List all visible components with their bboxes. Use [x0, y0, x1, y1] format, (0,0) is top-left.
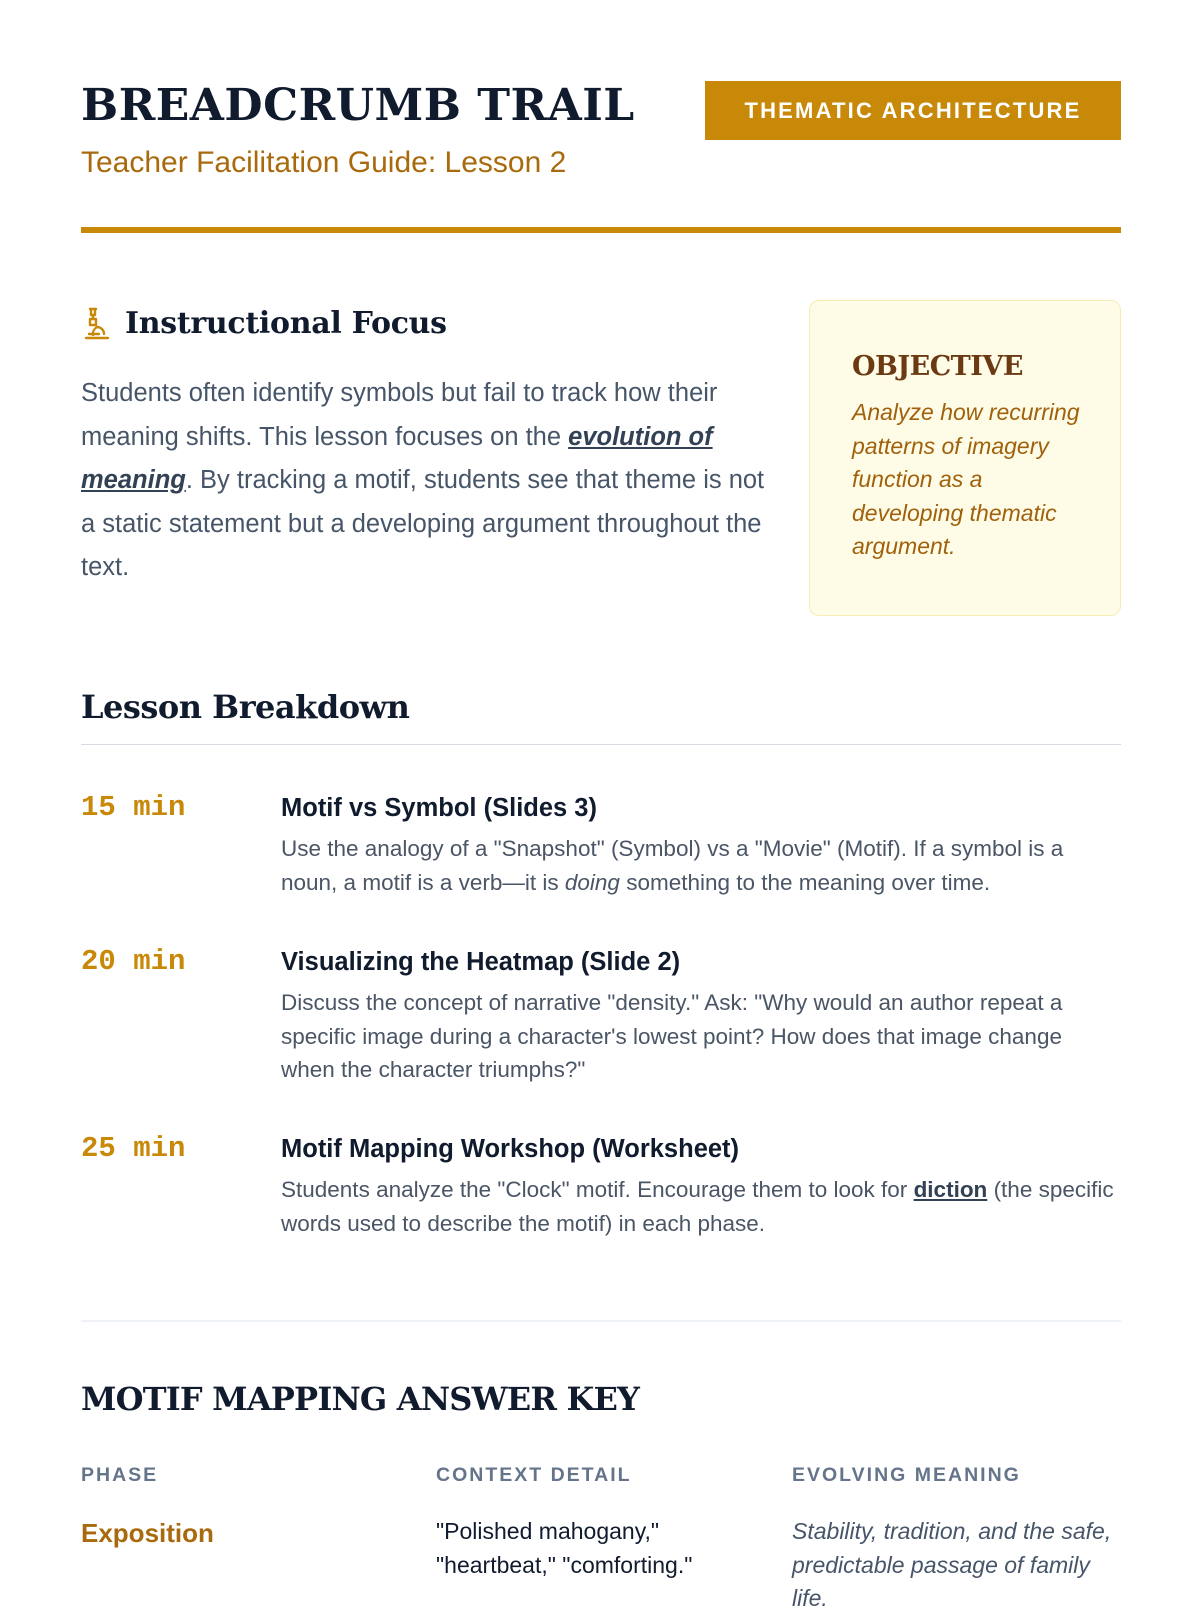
breakdown-item-desc: Discuss the concept of narrative "density." Ask: "Why would an author repeat a specific image during a character's lowest point? How does that image change when the character triumphs?" [281, 990, 1063, 1082]
breakdown-item-title: Motif Mapping Workshop (Worksheet) [281, 1135, 740, 1163]
category-badge: THEMATIC ARCHITECTURE [705, 81, 1121, 140]
focus-emphasis: evolution of meaning [81, 422, 713, 494]
microscope-icon [81, 305, 113, 341]
breakdown-divider [81, 744, 1121, 745]
desc-part-2: (the specific words used to describe the motif) in each phase. [281, 1177, 1114, 1236]
page-subtitle: Teacher Facilitation Guide: Lesson 2 [81, 146, 567, 179]
desc-emphasis: doing [564, 869, 620, 895]
header-divider [81, 227, 1121, 233]
focus-text-part-1: Students often identify symbols but fail to track how their meaning shifts. This lesson focuses on the [81, 379, 718, 451]
desc-underlined-term: diction [913, 1177, 988, 1202]
breakdown-item-desc [281, 1173, 1121, 1240]
objective-card [809, 300, 1121, 616]
section-divider [81, 1320, 1121, 1322]
instructional-focus-text [81, 372, 771, 590]
breakdown-time: 20 min [81, 945, 186, 978]
answer-key-title: MOTIF MAPPING ANSWER KEY [81, 1380, 640, 1418]
objective-text: Analyze how recurring patterns of imagery function as a developing thematic argument. [852, 399, 1080, 559]
breakdown-time: 25 min [81, 1132, 186, 1165]
table-cell-phase: Exposition [81, 1518, 214, 1548]
table-cell-context: "Polished mahogany," "heartbeat," "comforting." [436, 1518, 693, 1578]
instructional-focus-heading [81, 305, 447, 341]
desc-part-2: something to the meaning over time. [619, 869, 991, 895]
column-header-meaning: EVOLVING MEANING [792, 1464, 1021, 1486]
desc-part-1: Students analyze the "Clock" motif. Encourage them to look for [281, 1177, 914, 1202]
breakdown-item-title: Motif vs Symbol (Slides 3) [281, 794, 597, 822]
focus-text-part-2: . By tracking a motif, students see that theme is not a static statement but a developing argument throughout the text. [81, 466, 765, 581]
breakdown-item-title: Visualizing the Heatmap (Slide 2) [281, 948, 681, 976]
lesson-breakdown-title: Lesson Breakdown [81, 688, 410, 726]
objective-title: OBJECTIVE [852, 351, 1023, 382]
page-title: BREADCRUMB TRAIL [81, 80, 635, 131]
breakdown-item-desc [281, 832, 1121, 899]
table-cell-meaning: Stability, tradition, and the safe, predictable passage of family life. [792, 1518, 1112, 1611]
column-header-phase: PHASE [81, 1464, 159, 1486]
column-header-context: CONTEXT DETAIL [436, 1464, 632, 1486]
instructional-focus-title: Instructional Focus [125, 305, 447, 341]
breakdown-time: 15 min [81, 791, 186, 824]
desc-part-1: Use the analogy of a "Snapshot" (Symbol) vs a "Movie" (Motif). If a symbol is a noun, a motif is a verb—it is [281, 836, 1064, 895]
